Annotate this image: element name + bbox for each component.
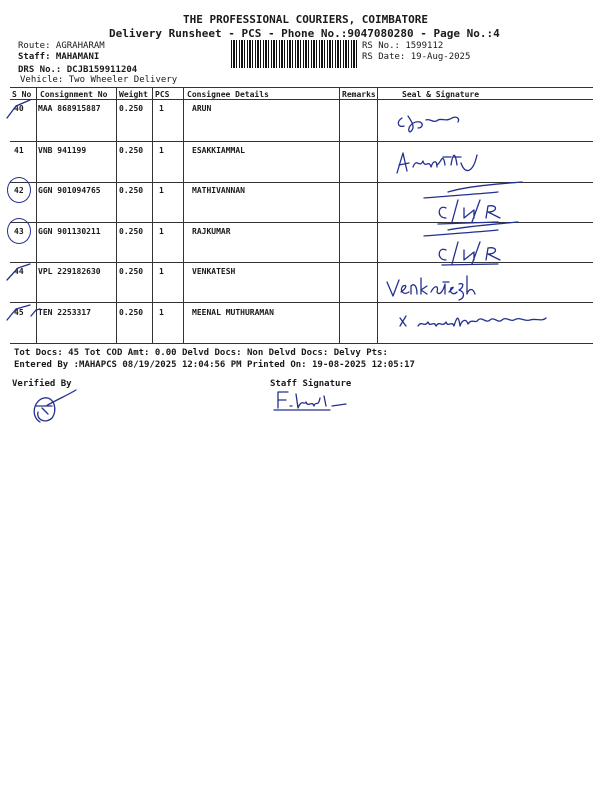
row-pcs: 1 xyxy=(159,267,164,276)
signature-image xyxy=(394,308,554,334)
route-text: Route: AGRAHARAM xyxy=(18,41,105,51)
rs-number: RS No.: 1599112 xyxy=(362,41,444,51)
row-sno: 40 xyxy=(14,104,24,113)
header-remarks: Remarks xyxy=(342,90,376,99)
circle-mark-icon xyxy=(7,177,31,203)
row-consignee: VENKATESH xyxy=(192,267,236,276)
row-weight: 0.250 xyxy=(119,308,144,317)
row-weight: 0.250 xyxy=(119,227,144,236)
row-weight: 0.250 xyxy=(119,267,144,276)
header-consignment: Consignment No xyxy=(40,90,108,99)
signature-image xyxy=(393,147,485,179)
row-consignment: VNB 941199 xyxy=(38,146,87,155)
row-consignment: TEN 2253317 xyxy=(38,308,91,317)
row-sno: 44 xyxy=(14,267,24,276)
entered-printed-line: Entered By :MAHAPCS 08/19/2025 12:04:56 PM Printed On: 19-08-2025 12:05:17 xyxy=(14,360,415,370)
tick-mark-icon xyxy=(4,262,34,284)
header-seal-signature: Seal & Signature xyxy=(402,90,480,99)
header-pcs: PCS xyxy=(155,90,170,99)
row-pcs: 1 xyxy=(159,227,164,236)
barcode-image xyxy=(231,40,357,68)
row-weight: 0.250 xyxy=(119,146,144,155)
row-sno: 45 xyxy=(14,308,24,317)
rs-date: RS Date: 19-Aug-2025 xyxy=(362,52,471,62)
row-pcs: 1 xyxy=(159,104,164,113)
row-consignment: VPL 229182630 xyxy=(38,267,101,276)
row-consignee: ESAKKIAMMAL xyxy=(192,146,245,155)
row-consignment: MAA 868915887 xyxy=(38,104,101,113)
row-pcs: 1 xyxy=(159,186,164,195)
row-weight: 0.250 xyxy=(119,186,144,195)
signature-image xyxy=(383,270,483,302)
row-pcs: 1 xyxy=(159,308,164,317)
row-consignee: RAJKUMAR xyxy=(192,227,231,236)
row-consignment: GGN 901094765 xyxy=(38,186,101,195)
tick-mark-icon xyxy=(4,98,34,122)
verified-by-label: Verified By xyxy=(12,379,72,389)
row-sno: 42 xyxy=(14,186,24,195)
header-weight: Weight xyxy=(119,90,148,99)
row-consignment: GGN 901130211 xyxy=(38,227,101,236)
row-weight: 0.250 xyxy=(119,104,144,113)
company-title: THE PROFESSIONAL COURIERS, COIMBATORE xyxy=(183,13,429,26)
circle-mark-icon xyxy=(7,218,31,244)
header-consignee: Consignee Details xyxy=(187,90,269,99)
signature-image xyxy=(418,218,528,266)
row-consignee: ARUN xyxy=(192,104,212,113)
totals-line: Tot Docs: 45 Tot COD Amt: 0.00 Delvd Docs: Non Delvd Docs: Delvy Pts: xyxy=(14,348,388,358)
header-sno: S No xyxy=(12,90,32,99)
row-sno: 41 xyxy=(14,146,24,155)
signature-image xyxy=(394,108,464,136)
row-sno: 43 xyxy=(14,227,24,236)
row-pcs: 1 xyxy=(159,146,164,155)
staff-text: Staff: MAHAMANI xyxy=(18,52,100,62)
row-consignee: MATHIVANNAN xyxy=(192,186,245,195)
staff-signature-image xyxy=(270,388,350,414)
runsheet-subtitle: Delivery Runsheet - PCS - Phone No.:9047080280 - Page No.:4 xyxy=(109,27,500,40)
drs-number: DRS No.: DCJB159911204 xyxy=(18,65,138,75)
staff-signature-label: Staff Signature xyxy=(270,379,352,389)
tick-mark-icon xyxy=(30,308,42,318)
vehicle-text: Vehicle: Two Wheeler Delivery xyxy=(20,75,178,85)
verifier-signature-image xyxy=(26,386,86,428)
row-consignee: MEENAL MUTHURAMAN xyxy=(192,308,274,317)
